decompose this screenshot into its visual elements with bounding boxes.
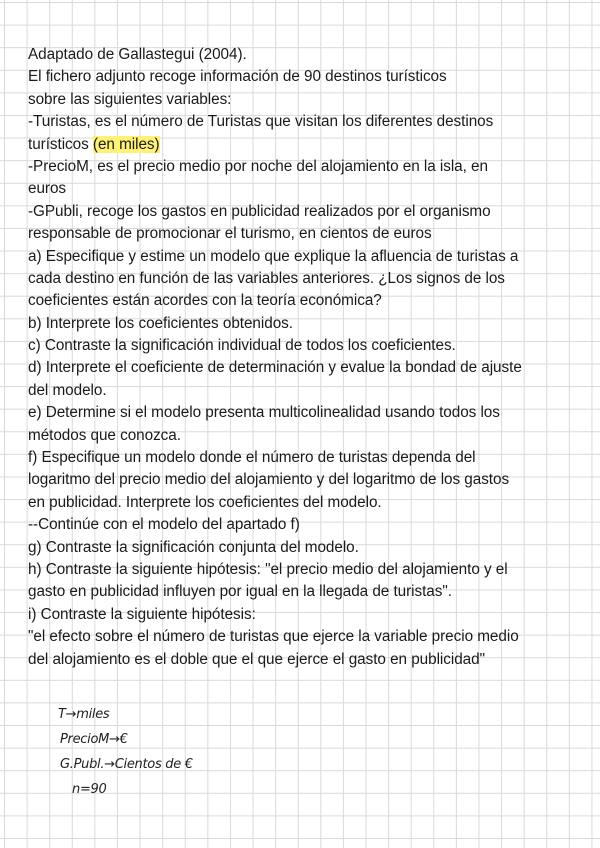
text-line: cada destino en función de las variables anteriores. ¿Los signos de los — [28, 269, 505, 287]
text-line: coeficientes están acordes con la teoría económica? — [28, 292, 382, 310]
text-line: del alojamiento es el doble que el que ejerce el gasto en publicidad" — [28, 650, 485, 668]
text-line: h) Contraste la siguiente hipótesis: "el precio medio del alojamiento y el — [28, 560, 508, 578]
text-segment: turísticos — [28, 135, 89, 153]
text-line: -Turistas, es el número de Turistas que visitan los diferentes destinos — [28, 113, 494, 131]
text-line: responsable de promocionar el turismo, en cientos de euros — [28, 225, 432, 243]
text-line: euros — [28, 180, 67, 198]
handwritten-note-preciom: PrecioM→€ — [60, 732, 128, 747]
text-line: gasto en publicidad influyen por igual en la llegada de turistas". — [28, 583, 452, 601]
highlighted-text: (en miles) — [92, 135, 160, 153]
text-line: d) Interprete el coeficiente de determinación y evalue la bondad de ajuste — [28, 359, 522, 377]
handwritten-note-turistas: T→miles — [58, 707, 110, 722]
handwritten-note-gpubli: G.Publ.→Cientos de € — [60, 757, 193, 772]
text-line: f) Especifique un modelo donde el número de turistas dependa del — [28, 449, 476, 467]
text-line: a) Especifique y estime un modelo que explique la afluencia de turistas a — [28, 247, 519, 265]
text-line: logaritmo del precio medio del alojamiento y del logaritmo de los gastos — [28, 471, 510, 489]
text-line: Adaptado de Gallastegui (2004). — [28, 46, 247, 63]
handwritten-note-n: n=90 — [72, 782, 107, 797]
problem-statement — [28, 44, 576, 671]
text-line: "el efecto sobre el número de turistas que ejerce la variable precio medio — [28, 628, 519, 646]
text-line: e) Determine si el modelo presenta multicolinealidad usando todos los — [28, 404, 500, 422]
text-line: El fichero adjunto recoge información de 90 destinos turísticos — [28, 68, 447, 86]
text-line: -PrecioM, es el precio medio por noche del alojamiento en la isla, en — [28, 157, 488, 175]
handwritten-notes — [58, 702, 193, 802]
text-line: c) Contraste la significación individual de todos los coeficientes. — [28, 337, 456, 355]
text-line: --Continúe con el modelo del apartado f) — [28, 516, 300, 534]
text-line: del modelo. — [28, 381, 107, 399]
text-line — [28, 134, 576, 156]
text-line: métodos que conozca. — [28, 426, 181, 444]
text-line: b) Interprete los coeficientes obtenidos. — [28, 314, 293, 332]
text-line: -GPubli, recoge los gastos en publicidad realizados por el organismo — [28, 202, 491, 220]
text-line: en publicidad. Interprete los coeficientes del modelo. — [28, 493, 382, 511]
text-line: g) Contraste la significación conjunta del modelo. — [28, 538, 359, 556]
text-line: i) Contraste la siguiente hipótesis: — [28, 605, 256, 623]
text-line: sobre las siguientes variables: — [28, 90, 232, 108]
